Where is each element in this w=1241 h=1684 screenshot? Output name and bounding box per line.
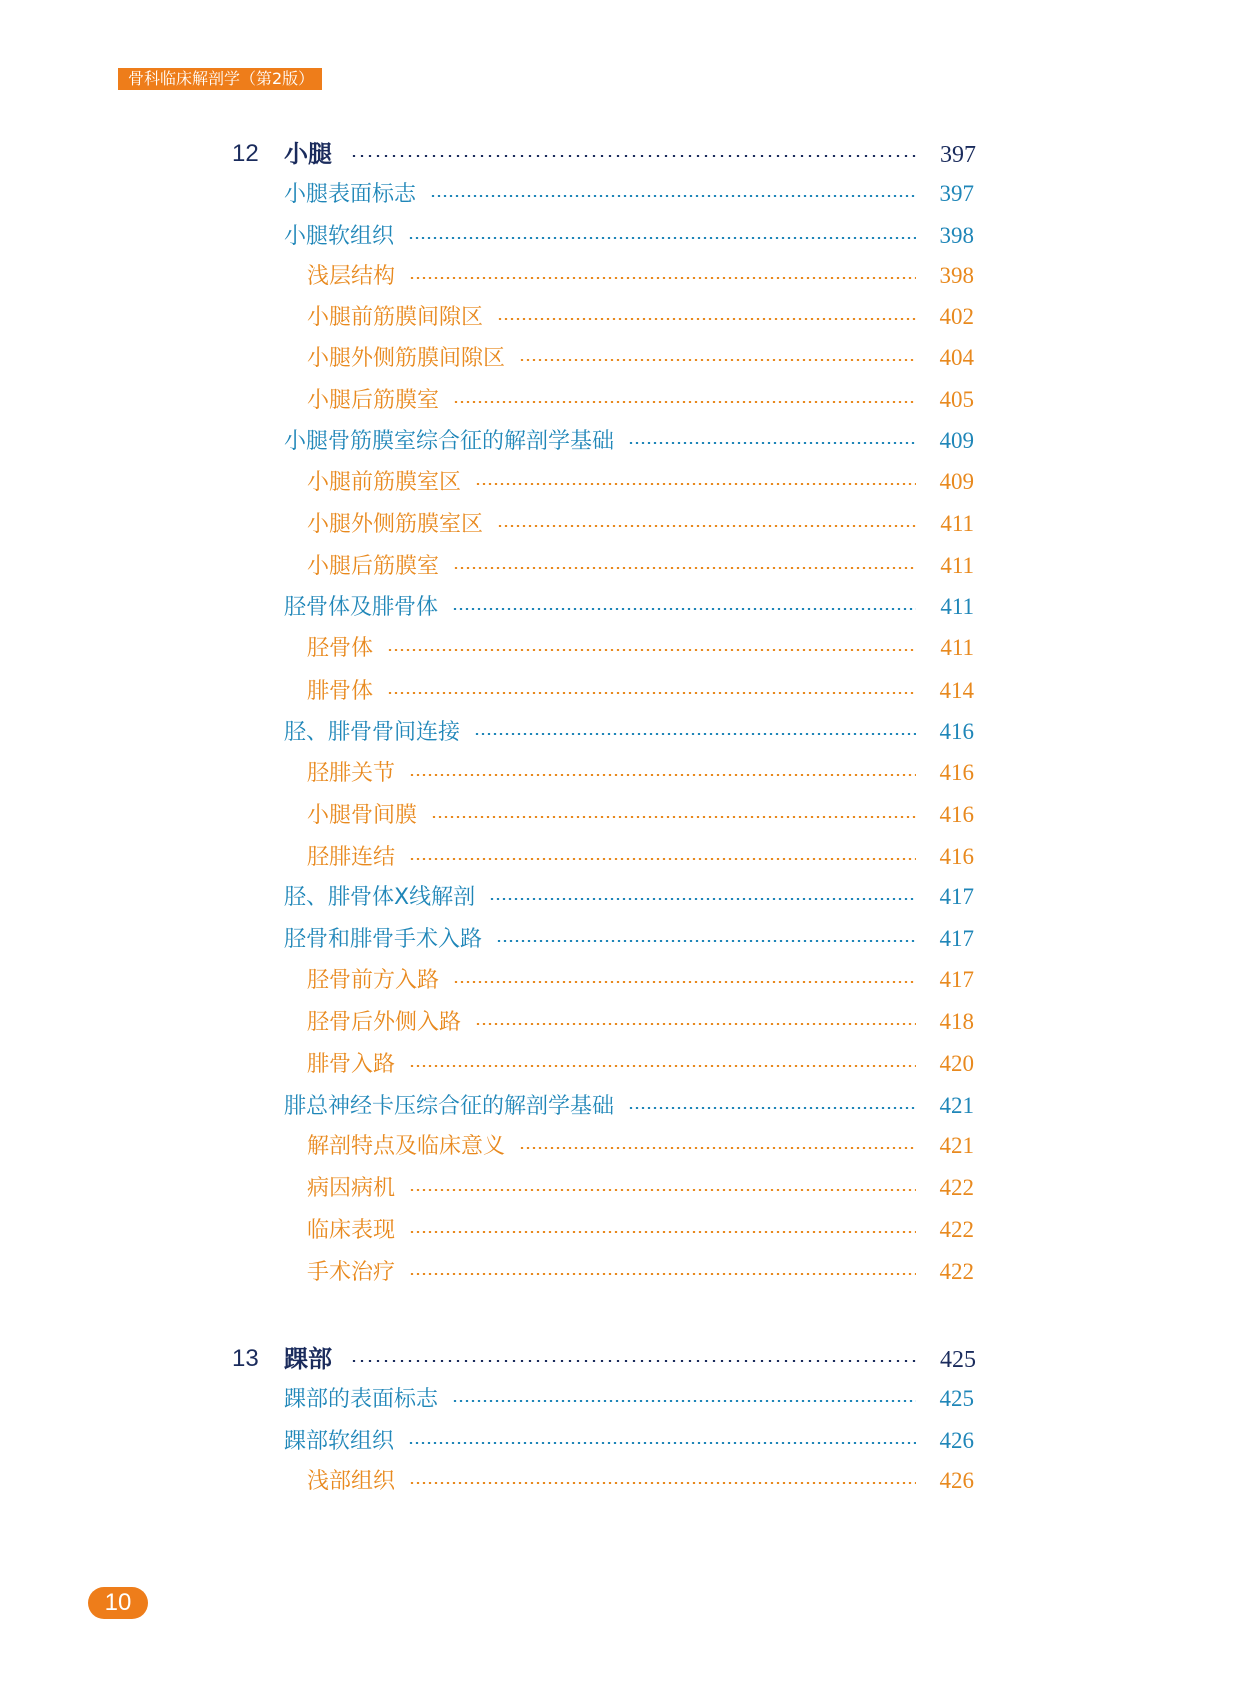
toc-subentry[interactable] — [307, 1126, 974, 1166]
toc-entry-page: 404 — [939, 345, 974, 370]
toc-entry-page: 411 — [940, 553, 974, 578]
toc-entry-label: 小腿软组织 — [284, 224, 395, 249]
toc-subentry[interactable] — [307, 1168, 974, 1208]
chapter-title: 踝部 — [284, 1345, 332, 1373]
dot-leader — [519, 359, 916, 361]
dot-leader — [497, 318, 916, 320]
dot-leader — [409, 858, 916, 860]
dot-leader — [408, 1442, 916, 1444]
chapter-page: 425 — [940, 1347, 976, 1373]
dot-leader — [519, 1147, 916, 1149]
toc-entry-page: 426 — [939, 1468, 974, 1493]
toc-entry-page: 416 — [939, 802, 974, 827]
toc-subentry[interactable] — [307, 546, 974, 586]
toc-entry-label: 小腿后筋膜室 — [307, 554, 440, 579]
toc-entry-page: 422 — [939, 1217, 974, 1242]
dot-leader — [387, 649, 916, 651]
toc-subentry[interactable] — [307, 837, 974, 877]
toc-entry-label: 胫腓连结 — [307, 845, 396, 870]
toc-entry-label: 临床表现 — [307, 1218, 396, 1243]
toc-entry-page: 422 — [939, 1175, 974, 1200]
toc-entry-label: 胫骨体及腓骨体 — [284, 595, 439, 620]
toc-entry[interactable] — [284, 1379, 974, 1419]
toc-entry-page: 416 — [939, 844, 974, 869]
dot-leader — [628, 1107, 916, 1109]
toc-entry-page: 422 — [939, 1259, 974, 1284]
toc-entry-page: 398 — [939, 223, 974, 248]
toc-entry-label: 胫骨前方入路 — [307, 968, 440, 993]
toc-entry-page: 411 — [940, 511, 974, 536]
toc-entry-label: 小腿后筋膜室 — [307, 388, 440, 413]
toc-entry-page: 418 — [939, 1009, 974, 1034]
dot-leader — [475, 483, 916, 485]
toc-subentry[interactable] — [307, 1044, 974, 1084]
chapter-number: 12 — [232, 140, 259, 167]
toc-entry-label: 小腿骨间膜 — [307, 803, 418, 828]
toc-entry-label: 胫、腓骨骨间连接 — [284, 720, 461, 745]
toc-subentry[interactable] — [307, 380, 974, 420]
toc-entry-label: 胫腓关节 — [307, 761, 396, 786]
toc-entry-page: 417 — [939, 926, 974, 951]
dot-leader — [628, 442, 916, 444]
toc-subentry[interactable] — [307, 795, 974, 835]
toc-entry[interactable] — [284, 877, 974, 917]
dot-leader — [474, 733, 916, 735]
toc-entry-page: 421 — [939, 1133, 974, 1158]
toc-entry-label: 腓骨入路 — [307, 1052, 396, 1077]
toc-entry-page: 426 — [939, 1428, 974, 1453]
chapter-page: 397 — [940, 142, 976, 168]
toc-subentry[interactable] — [307, 753, 974, 793]
toc-entry-page: 417 — [939, 884, 974, 909]
dot-leader — [475, 1023, 916, 1025]
toc-subentry[interactable] — [307, 1461, 974, 1501]
toc-entry-label: 胫骨体 — [307, 636, 374, 661]
toc-entry-page: 409 — [939, 469, 974, 494]
toc-entry-label: 手术治疗 — [307, 1260, 396, 1285]
toc-entry-label: 胫、腓骨体X线解剖 — [284, 885, 476, 910]
chapter-title: 小腿 — [284, 140, 332, 168]
toc-entry-label: 腓骨体 — [307, 679, 374, 704]
page-number-badge: 10 — [88, 1587, 148, 1619]
dot-leader — [489, 898, 916, 900]
toc-entry-page: 409 — [939, 428, 974, 453]
toc-entry-label: 浅层结构 — [307, 264, 396, 289]
toc-entry-label: 踝部的表面标志 — [284, 1387, 439, 1412]
toc-entry-page: 416 — [939, 760, 974, 785]
toc-entry-label: 小腿外侧筋膜间隙区 — [307, 346, 506, 371]
dot-leader — [409, 1189, 916, 1191]
toc-subentry[interactable] — [307, 297, 974, 337]
toc-entry-page: 405 — [939, 387, 974, 412]
dot-leader — [409, 1482, 916, 1484]
dot-leader — [387, 692, 916, 694]
toc-subentry[interactable] — [307, 671, 974, 711]
toc-entry-page: 425 — [939, 1386, 974, 1411]
toc-subentry[interactable] — [307, 256, 974, 296]
toc-entry-label: 浅部组织 — [307, 1469, 396, 1494]
toc-entry-label: 解剖特点及临床意义 — [307, 1134, 506, 1159]
toc-entry-label: 小腿前筋膜间隙区 — [307, 305, 484, 330]
dot-leader — [350, 1360, 920, 1362]
toc-subentry[interactable] — [307, 1002, 974, 1042]
toc-entry[interactable] — [284, 174, 974, 214]
chapter-heading[interactable] — [232, 134, 976, 174]
toc-entry-label: 腓总神经卡压综合征的解剖学基础 — [284, 1094, 615, 1119]
toc-entry-page: 398 — [939, 263, 974, 288]
toc-entry-page: 417 — [939, 967, 974, 992]
dot-leader — [409, 774, 916, 776]
dot-leader — [409, 1065, 916, 1067]
toc-subentry[interactable] — [307, 338, 974, 378]
toc-subentry[interactable] — [307, 628, 974, 668]
toc-entry-label: 踝部软组织 — [284, 1429, 395, 1454]
dot-leader — [452, 1400, 916, 1402]
toc-entry-page: 397 — [939, 181, 974, 206]
toc-entry[interactable] — [284, 919, 974, 959]
chapter-number: 13 — [232, 1345, 259, 1372]
toc-subentry[interactable] — [307, 960, 974, 1000]
toc-entry-page: 416 — [939, 719, 974, 744]
dot-leader — [430, 195, 916, 197]
dot-leader — [408, 237, 916, 239]
toc-entry[interactable] — [284, 421, 974, 461]
chapter-heading[interactable] — [232, 1339, 976, 1379]
toc-entry-label: 小腿前筋膜室区 — [307, 470, 462, 495]
toc-entry-label: 小腿骨筋膜室综合征的解剖学基础 — [284, 429, 615, 454]
toc-entry[interactable] — [284, 587, 974, 627]
dot-leader — [453, 981, 916, 983]
toc-entry[interactable] — [284, 1421, 974, 1461]
toc-entry-label: 小腿外侧筋膜室区 — [307, 512, 484, 537]
dot-leader — [409, 1273, 916, 1275]
dot-leader — [350, 155, 920, 157]
toc-entry[interactable] — [284, 1086, 974, 1126]
toc-entry-label: 胫骨和腓骨手术入路 — [284, 927, 483, 952]
toc-entry-page: 421 — [939, 1093, 974, 1118]
toc-entry-page: 402 — [939, 304, 974, 329]
dot-leader — [409, 1231, 916, 1233]
toc-entry-page: 420 — [939, 1051, 974, 1076]
toc-entry-label: 胫骨后外侧入路 — [307, 1010, 462, 1035]
toc-entry-page: 411 — [940, 594, 974, 619]
dot-leader — [431, 816, 916, 818]
toc-entry-label: 病因病机 — [307, 1176, 396, 1201]
toc-subentry[interactable] — [307, 462, 974, 502]
toc-subentry[interactable] — [307, 1252, 974, 1292]
running-header: 骨科临床解剖学（第2版） — [118, 68, 322, 90]
dot-leader — [409, 277, 916, 279]
toc-entry-page: 411 — [940, 635, 974, 660]
toc-entry-label: 小腿表面标志 — [284, 182, 417, 207]
toc-entry[interactable] — [284, 216, 974, 256]
dot-leader — [496, 940, 916, 942]
toc-entry-page: 414 — [939, 678, 974, 703]
dot-leader — [452, 608, 916, 610]
toc-subentry[interactable] — [307, 1210, 974, 1250]
toc-entry[interactable] — [284, 712, 974, 752]
dot-leader — [453, 401, 916, 403]
dot-leader — [453, 567, 916, 569]
dot-leader — [497, 525, 916, 527]
toc-subentry[interactable] — [307, 504, 974, 544]
